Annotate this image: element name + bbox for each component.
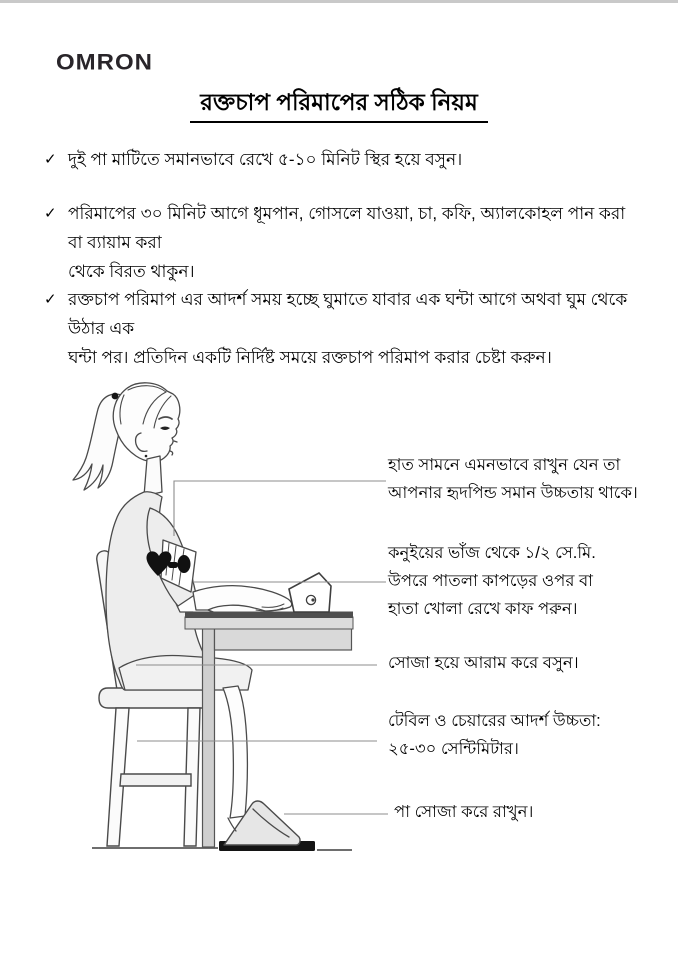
bp-monitor-dial-dot [311, 598, 314, 601]
lower-leg [223, 686, 247, 818]
earring [145, 455, 148, 458]
floor [92, 841, 352, 851]
chair-seat [99, 688, 205, 708]
table-apron [215, 628, 352, 650]
checkmark-icon: ✓ [44, 151, 57, 168]
table-leg [203, 628, 215, 847]
page-title: রক্তচাপ পরিমাপের সঠিক নিয়ম [190, 89, 487, 123]
leader-line-hand [174, 481, 386, 536]
instruction-text: দুই পা মাটিতে সমানভাবে রেখে ৫-১০ মিনিট স্থির হয়ে বসুন। [68, 150, 463, 169]
instruction-text: পরিমাপের ৩০ মিনিট আগে ধূমপান, গোসলে যাওয়া, চা, কফি, অ্যালকোহল পান করা বা ব্যায়াম করা থেকে বিরত থাকুন। [68, 204, 626, 281]
callout-sit-straight: সোজা হয়ে আরাম করে বসুন। [388, 654, 579, 672]
bp-monitor [289, 573, 331, 612]
chair-stretcher [120, 774, 191, 786]
heel-line [228, 818, 236, 831]
instruction-text: রক্তচাপ পরিমাপ এর আদর্শ সময় হচ্ছে ঘুমাতে যাবার এক ঘন্টা আগে অথবা ঘুম থেকে উঠার এক ঘন্টা পর। প্রতিদিন একটি নির্দিষ্ট সময়ে রক্তচাপ পরিমাপ করার চেষ্টা করুন। [68, 290, 628, 367]
callout-table-chair-height: টেবিল ও চেয়ারের আদর্শ উচ্চতা: ২৫-৩০ সেন্টিমিটার। [388, 712, 601, 758]
cuff-bladder-icon [178, 555, 191, 573]
heart-cuff-connector [168, 562, 178, 568]
neck [144, 456, 162, 496]
mouth [170, 451, 173, 455]
callout-cuff-position: কনুইয়ের ভাঁজ থেকে ১/২ সে.মি. উপরে পাতলা কাপড়ের ওপর বা হাতা খোলা রেখে কাফ পরুন। [388, 544, 596, 618]
callout-feet-straight: পা সোজা করে রাখুন। [394, 803, 534, 821]
checkmark-icon: ✓ [44, 291, 57, 308]
checkmark-icon: ✓ [44, 205, 57, 222]
nose-line [174, 441, 177, 442]
callout-hand-position: হাত সামনে এমনভাবে রাখুন যেন তা আপনার হৃদপিন্ড সমান উচ্চতায় থাকে। [388, 456, 638, 502]
bp-monitor-body [289, 573, 331, 612]
omron-logo: OMRON [56, 50, 153, 75]
skirt-lap [119, 656, 252, 691]
tabletop-face [185, 617, 353, 629]
